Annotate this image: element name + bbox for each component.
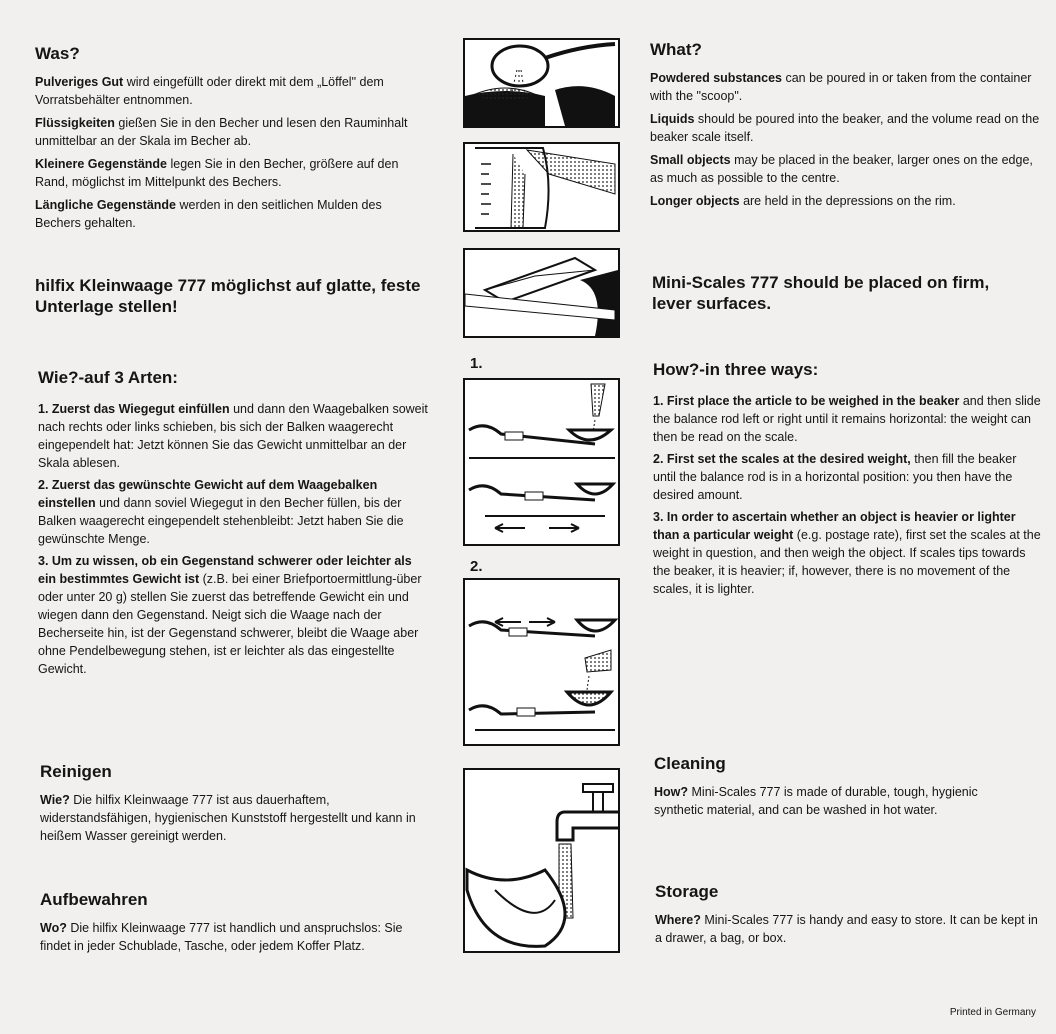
en-surface-note: Mini-Scales 777 should be placed on firm, lever surfaces. xyxy=(652,273,990,313)
en-clean-section xyxy=(654,754,1024,819)
en-what-long-text: are held in the depressions on the rim. xyxy=(739,194,956,208)
en-how-step-1 xyxy=(653,392,1041,446)
method-2-illustration xyxy=(463,578,620,746)
de-clean-body: Die hilfix Kleinwaage 777 ist aus dauerhaftem, widerstandsfähigen, hygienischen Kunststoff hergestellt und kann in heißem Wasser gereinigt werden. xyxy=(40,793,416,843)
en-storage-bold: Where? xyxy=(655,913,701,927)
en-what-long xyxy=(650,192,1042,210)
de-storage-text xyxy=(40,919,435,955)
en-what-powder-text: can be poured in or taken from the container with the "scoop". xyxy=(650,71,1032,103)
de-what-liquid-text: gießen Sie in den Becher und lesen den Rauminhalt unmittelbar an der Skala im Becher ab. xyxy=(35,116,408,148)
de-how-section xyxy=(38,368,428,678)
de-how-title: Wie?-auf 3 Arten: xyxy=(38,368,178,387)
method-2-label: 2. xyxy=(470,558,483,575)
de-how-step-2-bold: 2. Zuerst das gewünschte Gewicht auf dem Waagebalken einstellen xyxy=(38,478,378,510)
en-how-step-3-text: (e.g. postage rate), first set the scales at the weight in question, and then weigh the object. If scales tips towards the beaker, it is heavier; if, however, there is no movement of the scales, it is lighter. xyxy=(653,528,1041,596)
de-what-small-bold: Kleinere Gegenstände xyxy=(35,157,167,171)
de-what-liquid-bold: Flüssigkeiten xyxy=(35,116,115,130)
en-clean-body: Mini-Scales 777 is made of durable, tough, hygienic synthetic material, and can be washed in hot water. xyxy=(654,785,978,817)
de-how-step-3-bold: 3. Um zu wissen, ob ein Gegenstand schwerer oder leichter als ein bestimmtes Gewicht ist xyxy=(38,554,412,586)
de-what-long xyxy=(35,196,430,232)
en-how-step-3-bold: 3. In order to ascertain whether an object is heavier or lighter than a particular weight xyxy=(653,510,1016,542)
de-what-powder xyxy=(35,73,430,109)
en-storage-section xyxy=(655,882,1040,947)
en-how-step-2 xyxy=(653,450,1041,504)
printed-in-footer: Printed in Germany xyxy=(949,1007,1036,1018)
de-storage-body: Die hilfix Kleinwaage 777 ist handlich und anspruchslos: Sie findet in jeder Schublade, Tasche, oder jedem Koffer Platz. xyxy=(40,921,403,953)
de-clean-section xyxy=(40,762,420,845)
en-what-title: What? xyxy=(650,40,702,59)
de-what-long-bold: Längliche Gegenstände xyxy=(35,198,177,212)
en-what-small-bold: Small objects xyxy=(650,153,731,167)
en-how-step-3 xyxy=(653,508,1041,598)
de-clean-title: Reinigen xyxy=(40,762,112,781)
en-how-step-1-bold: 1. First place the article to be weighed in the beaker xyxy=(653,394,960,408)
en-what-powder xyxy=(650,69,1042,105)
de-what-powder-bold: Pulveriges Gut xyxy=(35,75,124,89)
de-clean-text xyxy=(40,791,420,845)
de-what-section xyxy=(35,44,430,232)
de-how-step-1-bold: 1. Zuerst das Wiegegut einfüllen xyxy=(38,402,230,416)
en-storage-title: Storage xyxy=(655,882,719,901)
en-what-powder-bold: Powdered substances xyxy=(650,71,782,85)
de-surface-section xyxy=(35,275,440,317)
surface-illustration xyxy=(463,248,620,338)
de-how-step-2-text: und dann soviel Wiegegut in den Becher füllen, bis der Balken waagerecht eingependelt stehenbleibt: Jetzt haben Sie die gewünschte Menge. xyxy=(38,496,404,546)
en-how-step-2-bold: 2. First set the scales at the desired weight, xyxy=(653,452,911,466)
de-what-small-text: legen Sie in den Becher, größere auf den Rand, möglichst im Mittelpunkt des Bechers. xyxy=(35,157,399,189)
de-what-title: Was? xyxy=(35,44,80,63)
de-how-step-3-text: (z.B. bei einer Briefportoermittlung-über oder unter 20 g) stellen Sie zuerst das betreffende Gewicht ein und wiegen dann den Gegenstand. Neigt sich die Waage nach der Becherseite hin, ist der Gegenstand schwerer, bleibt die Waage aber ohne Pendelbewegung stehen, ist er leichter als das eingestellte Gewicht. xyxy=(38,572,422,676)
en-what-liquid-bold: Liquids xyxy=(650,112,695,126)
en-what-small xyxy=(650,151,1042,187)
en-clean-title: Cleaning xyxy=(654,754,726,773)
de-surface-note: hilfix Kleinwaage 777 möglichst auf glatte, feste Unterlage stellen! xyxy=(35,276,421,316)
en-how-section xyxy=(653,360,1041,598)
de-storage-section xyxy=(40,890,435,955)
scoop-illustration xyxy=(463,38,620,128)
de-what-long-text: werden in den seitlichen Mulden des Bechers gehalten. xyxy=(35,198,382,230)
en-what-liquid xyxy=(650,110,1042,146)
cleaning-faucet-illustration xyxy=(463,768,620,953)
en-clean-text xyxy=(654,783,1024,819)
de-how-step-1-text: und dann den Waagebalken soweit nach rechts oder links schieben, bis sich der Balken waagerecht eingependelt hat: Jetzt können Sie das Gewicht unmittelbar an der Skala ablesen. xyxy=(38,402,428,470)
de-what-powder-text: wird eingefüllt oder direkt mit dem „Löffel" dem Vorratsbehälter entnommen. xyxy=(35,75,384,107)
de-storage-title: Aufbewahren xyxy=(40,890,148,909)
de-how-step-2 xyxy=(38,476,428,548)
de-storage-bold: Wo? xyxy=(40,921,67,935)
en-how-step-1-text: and then slide the balance rod left or right until it remains horizontal: the weight can then be read on the scale. xyxy=(653,394,1041,444)
en-how-step-2-text: then fill the beaker until the balance rod is in a horizontal position: you then have the desired amount. xyxy=(653,452,1017,502)
en-clean-bold: How? xyxy=(654,785,689,799)
method-1-illustration xyxy=(463,378,620,546)
en-storage-body: Mini-Scales 777 is handy and easy to store. It can be kept in a drawer, a bag, or box. xyxy=(655,913,1038,945)
en-what-liquid-text: should be poured into the beaker, and the volume read on the beaker scale itself. xyxy=(650,112,1040,144)
en-how-title: How?-in three ways: xyxy=(653,360,819,379)
en-what-long-bold: Longer objects xyxy=(650,194,740,208)
en-what-small-text: may be placed in the beaker, larger ones on the edge, as much as possible to the centre. xyxy=(650,153,1033,185)
en-surface-section xyxy=(652,272,1032,314)
de-clean-bold: Wie? xyxy=(40,793,70,807)
en-what-section xyxy=(650,40,1042,210)
de-how-step-3 xyxy=(38,552,428,678)
de-what-small xyxy=(35,155,430,191)
de-how-step-1 xyxy=(38,400,428,472)
en-storage-text xyxy=(655,911,1040,947)
method-1-label: 1. xyxy=(470,355,483,372)
de-what-liquid xyxy=(35,114,430,150)
liquid-beaker-illustration xyxy=(463,142,620,232)
